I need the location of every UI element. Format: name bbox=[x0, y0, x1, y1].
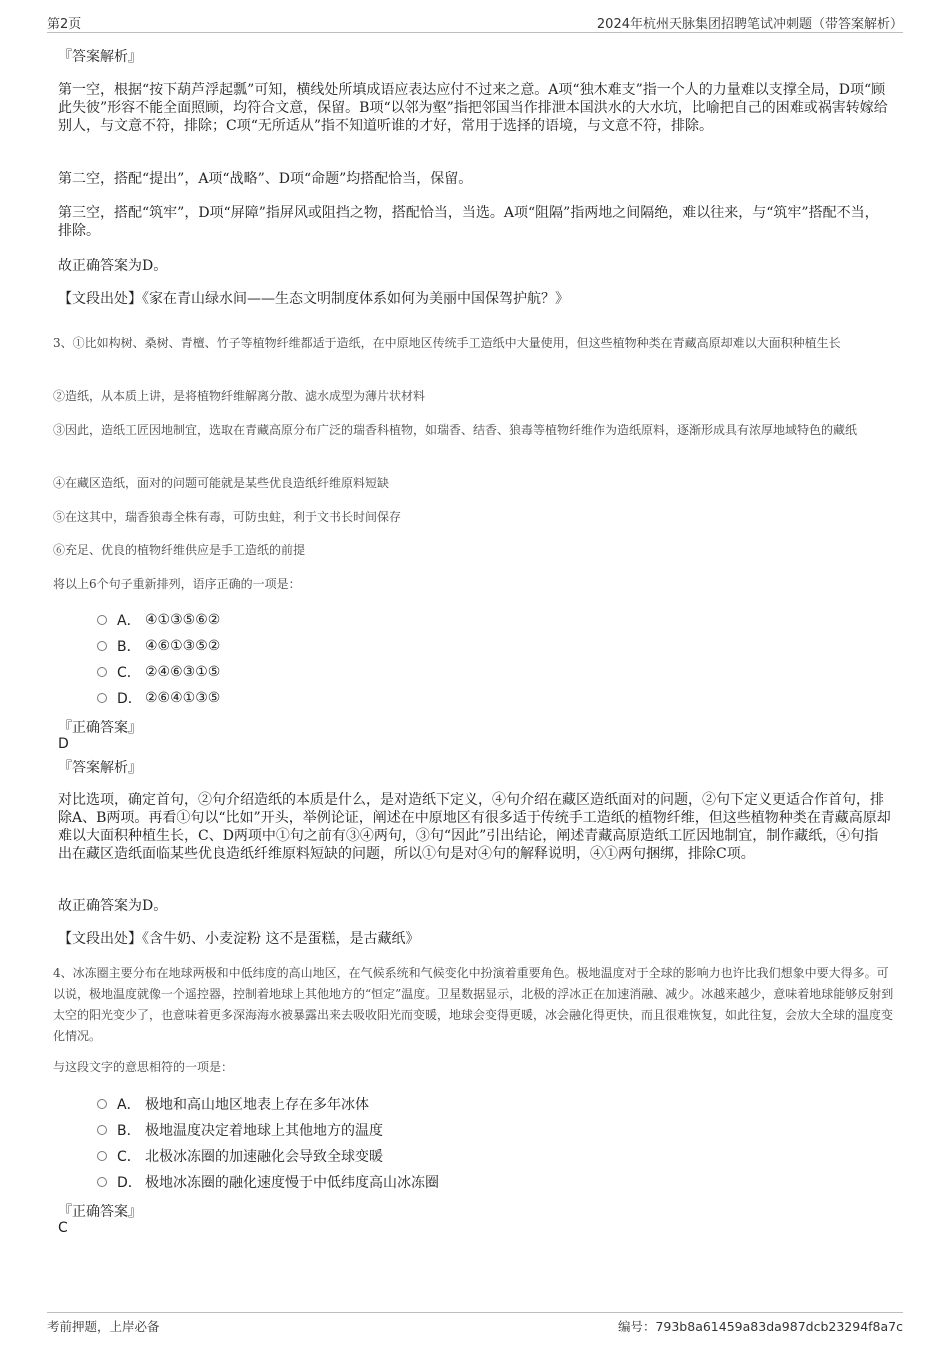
q3-conclusion: 故正确答案为D。 bbox=[58, 898, 168, 914]
q3-sentence-6: ⑥充足、优良的植物纤维供应是手工造纸的前提 bbox=[53, 543, 306, 557]
q3-sentence-3: ③因此，造纸工匠因地制宜，选取在青藏高原分布广泛的瑞香科植物，如瑞香、结香、狼毒等植物纤维作为造纸原料，逐渐形成具有浓厚地域特色的藏纸 bbox=[53, 423, 858, 437]
q4-answer-label: 『正确答案』 bbox=[58, 1204, 142, 1220]
radio-icon[interactable] bbox=[97, 641, 107, 651]
q3-option-d[interactable]: D． ②⑥④①③⑤ bbox=[97, 688, 220, 708]
footer-slogan: 考前押题，上岸必备 bbox=[47, 1319, 160, 1334]
q2-analysis-label: 『答案解析』 bbox=[58, 49, 142, 65]
q4-answer: C bbox=[58, 1220, 68, 1236]
radio-icon[interactable] bbox=[97, 1151, 107, 1161]
q3-sentence-4: ④在藏区造纸，面对的问题可能就是某些优良造纸纤维原料短缺 bbox=[53, 476, 390, 490]
q3-sentence-2: ②造纸，从本质上讲，是将植物纤维解离分散、滤水成型为薄片状材料 bbox=[53, 389, 426, 403]
page-footer bbox=[47, 1312, 903, 1337]
q4-option-d[interactable]: D． 极地冰冻圈的融化速度慢于中低纬度高山冰冻圈 bbox=[97, 1172, 439, 1192]
q3-option-c[interactable]: C． ②④⑥③①⑤ bbox=[97, 662, 220, 682]
radio-icon[interactable] bbox=[97, 1099, 107, 1109]
q2-analysis-p2: 第二空，搭配“提出”，A项“战略”、D项“命题”均搭配恰当，保留。 bbox=[58, 171, 473, 187]
radio-icon[interactable] bbox=[97, 1177, 107, 1187]
q4-stem: 4、冰冻圈主要分布在地球两极和中低纬度的高山地区，在气候系统和气候变化中扮演着重要角色。极地温度对于全球的影响力也许比我们想象中要大得多。可以说，极地温度就像一个遥控器，控制着地球上其他地方的“恒定”温度。卫星数据显示，北极的浮冰正在加速消融、减少。冰越来越少，意味着地球能够反射到太空的阳光变少了，也意味着更多深海海水被暴露出来去吸收阳光而变暖，地球会变得更暖，冰会融化得更快，而且很难恢复，如此往复，会放大全球的温度变化情况。 bbox=[53, 966, 894, 1043]
q3-option-b[interactable]: B． ④⑥①③⑤② bbox=[97, 636, 220, 656]
q3-analysis-label: 『答案解析』 bbox=[58, 760, 142, 776]
q3-sentence-5: ⑤在这其中，瑞香狼毒全株有毒，可防虫蛀，利于文书长时间保存 bbox=[53, 510, 402, 524]
radio-icon[interactable] bbox=[97, 1125, 107, 1135]
q4-prompt: 与这段文字的意思相符的一项是： bbox=[53, 1060, 234, 1074]
q4-option-b[interactable]: B． 极地温度决定着地球上其他地方的温度 bbox=[97, 1120, 383, 1140]
document-title: 2024年杭州天脉集团招聘笔试冲刺题（带答案解析） bbox=[596, 17, 903, 32]
q2-analysis-p1: 第一空，根据“按下葫芦浮起瓢”可知，横线处所填成语应表达应付不过来之意。A项“独木难支”指一个人的力量难以支撑全局，D项“顾此失彼”形容不能全面照顾，均符合文意，保留。B项“以邻为壑”指把邻国当作排泄本国洪水的大水坑，比喻把自己的困难或祸害转嫁给别人，与文意不符，排除；C项“无所适从”指不知道听谁的才好，常用于选择的语境，与文意不符，排除。 bbox=[58, 82, 888, 134]
q3-answer: D bbox=[58, 736, 69, 752]
q3-sentence-1: 3、①比如构树、桑树、青檀、竹子等植物纤维都适于造纸，在中原地区传统手工造纸中大量使用，但这些植物种类在青藏高原却难以大面积种植生长 bbox=[53, 336, 841, 350]
page-number: 第2页 bbox=[47, 17, 82, 32]
q2-source: 【文段出处】《家在青山绿水间——生态文明制度体系如何为美丽中国保驾护航？》 bbox=[58, 291, 569, 307]
radio-icon[interactable] bbox=[97, 615, 107, 625]
q3-source: 【文段出处】《含牛奶、小麦淀粉 这不是蛋糕，是古藏纸》 bbox=[58, 931, 420, 947]
q3-prompt: 将以上6个句子重新排列，语序正确的一项是： bbox=[53, 577, 301, 591]
q3-analysis: 对比选项，确定首句，②句介绍造纸的本质是什么，是对造纸下定义，④句介绍在藏区造纸面对的问题，②句下定义更适合作首句，排除A、B两项。再看①句以“比如”开头，举例论证，阐述在中原地区有很多适于传统手工造纸的植物纤维，但这些植物种类在青藏高原却难以大面积种植生长，C、D两项中①句之前有③④两句，③句“因此”引出结论，阐述青藏高原造纸工匠因地制宜，制作藏纸，④句指出在藏区造纸面临某些优良造纸纤维原料短缺的问题，所以①句是对④句的解释说明，④①两句捆绑，排除C项。 bbox=[58, 792, 891, 862]
page-header bbox=[47, 10, 903, 33]
q3-option-a[interactable]: A． ④①③⑤⑥② bbox=[97, 610, 220, 630]
q4-option-a[interactable]: A． 极地和高山地区地表上存在多年冰体 bbox=[97, 1094, 369, 1114]
q4-option-c[interactable]: C． 北极冰冻圈的加速融化会导致全球变暖 bbox=[97, 1146, 383, 1166]
q3-answer-label: 『正确答案』 bbox=[58, 720, 142, 736]
radio-icon[interactable] bbox=[97, 693, 107, 703]
radio-icon[interactable] bbox=[97, 667, 107, 677]
q2-conclusion: 故正确答案为D。 bbox=[58, 258, 168, 274]
q2-analysis-p3: 第三空，搭配“筑牢”，D项“屏障”指屏风或阻挡之物，搭配恰当，当选。A项“阻隔”指两地之间隔绝，难以往来，与“筑牢”搭配不当，排除。 bbox=[58, 205, 879, 239]
document-id: 编号：793b8a61459a83da987dcb23294f8a7c bbox=[617, 1319, 903, 1334]
